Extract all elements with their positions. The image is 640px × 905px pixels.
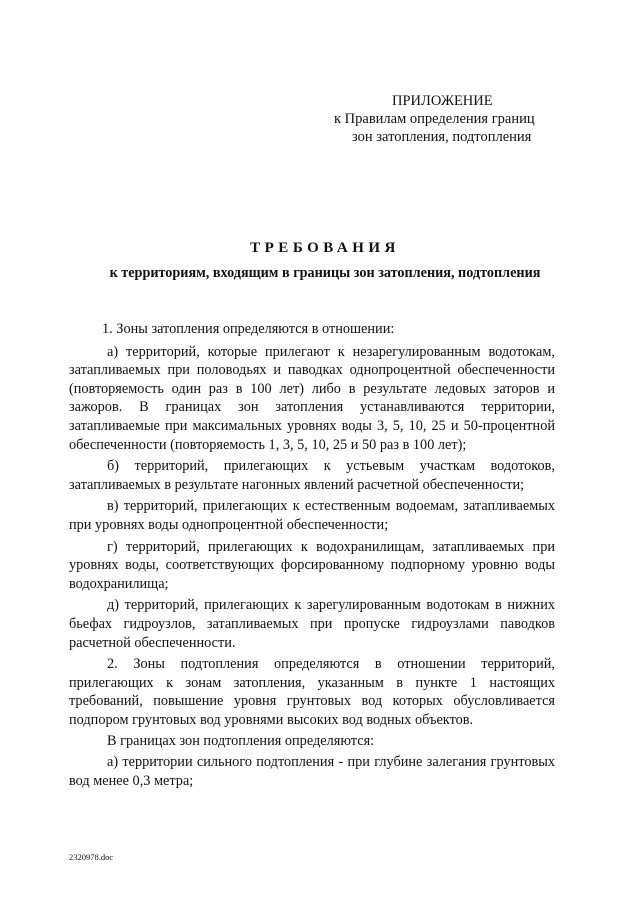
appendix-line-2: зон затопления, подтопления: [352, 129, 532, 145]
paragraph-1b: б) территорий, прилегающих к устьевым участкам водотоков, затапливаемых в результате нагонных явлений расчетной обеспеченности;: [69, 458, 555, 493]
appendix-title: ПРИЛОЖЕНИЕ: [392, 93, 493, 109]
document-file-id: 2320978.doc: [69, 852, 114, 862]
paragraph-1a: а) территорий, которые прилегают к незарегулированным водотокам, затапливаемых при половодьях и паводках однопроцентной обеспеченности (повторяемость один раз в 100 лет) либо в результате ледовых заторов и зажоров. В границах зон затопления устанавливаются территории, затапливаемые при максимальных уровнях воды 3, 5, 10, 25 и 50-процентной обеспеченности (повторяемость 1, 3, 5, 10, 25 и 50 раз в 100 лет);: [69, 343, 555, 453]
paragraph-1c: в) территорий, прилегающих к естественным водоемам, затапливаемых при уровнях воды однопроцентной обеспеченности;: [69, 498, 555, 533]
paragraph-1: 1. Зоны затопления определяются в отношении:: [102, 321, 395, 337]
paragraph-2a: а) территории сильного подтопления - при глубине залегания грунтовых вод менее 0,3 метра;: [69, 754, 555, 789]
appendix-header: [330, 92, 590, 146]
document-body: [69, 320, 555, 793]
document-title: ТРЕБОВАНИЯ: [250, 240, 400, 256]
document-subtitle: к территориям, входящим в границы зон затопления, подтопления: [109, 265, 541, 281]
paragraph-2-intro: В границах зон подтопления определяются:: [107, 733, 375, 750]
paragraph-2: 2. Зоны подтопления определяются в отношении территорий, прилегающих к зонам затопления, указанным в пункте 1 настоящих требований, повышение уровня грунтовых вод которых обусловливается подпором грунтовых вод уровнями высоких вод водных объектов.: [69, 656, 555, 728]
paragraph-1e: д) территорий, прилегающих к зарегулированным водотокам в нижних бьефах гидроузлов, затапливаемых при пропуске гидроузлами паводков расчетной обеспеченности.: [69, 597, 555, 651]
appendix-line-1: к Правилам определения границ: [334, 111, 535, 127]
paragraph-1d: г) территорий, прилегающих к водохранилищам, затапливаемых при уровнях воды, соответствующих форсированному подпорному уровню воды водохранилища;: [69, 538, 555, 592]
